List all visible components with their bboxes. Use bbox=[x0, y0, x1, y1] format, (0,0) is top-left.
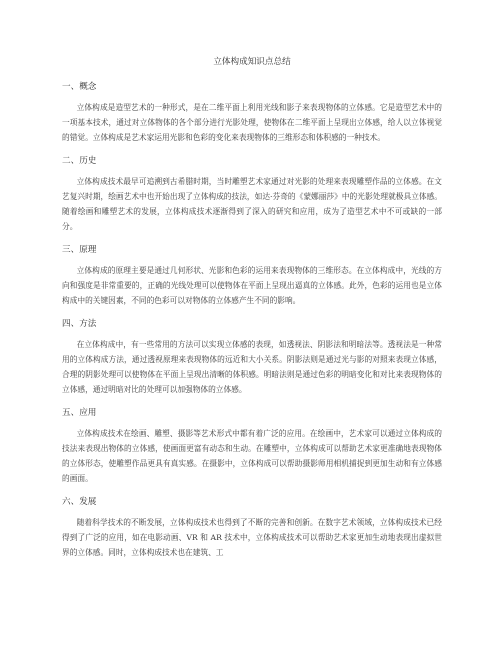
section-paragraph: 立体构成技术在绘画、雕塑、摄影等艺术形式中都有着广泛的应用。在绘画中，艺术家可以通过立体构成的技法来表现出物体的立体感，使画面更富有动态和生动。在雕塑中，立体构成可以帮助艺术家更准确地表现物体的立体形态，使雕塑作品更具有真实感。在摄影中，立体构成可以帮助摄影师用相机捕捉到更加生动和有立体感的画面。 bbox=[62, 429, 442, 483]
section-development bbox=[62, 496, 442, 560]
section-paragraph: 随着科学技术的不断发展，立体构成技术也得到了不断的完善和创新。在数字艺术领域，立体构成技术已经得到了广泛的应用，如在电影动画、VR 和 AR 技术中，立体构成技术可以帮助艺术家更加生动地表现出虚拟世界的立体感。同时，立体构成技术也在建筑、工 bbox=[62, 518, 442, 557]
section-heading: 一、概念 bbox=[62, 82, 97, 92]
section-paragraph: 立体构成的原理主要是通过几何形状、光影和色彩的运用来表现物体的三维形态。在立体构成中，光线的方向和强度是非常重要的，正确的光线处理可以使物体在平面上呈现出逼真的立体感。此外，色彩的运用也是立体构成中的关键因素，不同的色彩可以对物体的立体感产生不同的影响。 bbox=[62, 266, 442, 305]
section-applications bbox=[62, 407, 442, 486]
section-heading: 六、发展 bbox=[62, 497, 97, 507]
section-methods bbox=[62, 318, 442, 397]
section-paragraph: 立体构成是造型艺术的一种形式，是在二维平面上利用光线和影子来表现物体的立体感。它是造型艺术中的一项基本技术，通过对立体物体的各个部分进行光影处理，使物体在二维平面上呈现出立体感，给人以立体视觉的错觉。立体构成是艺术家运用光影和色彩的变化来表现物体的三维形态和体积感的一种技术。 bbox=[62, 103, 442, 142]
section-heading: 三、原理 bbox=[62, 245, 97, 255]
section-principle bbox=[62, 244, 442, 308]
section-history bbox=[62, 155, 442, 234]
section-paragraph: 立体构成技术最早可追溯到古希腊时期，当时雕塑艺术家通过对光影的处理来表现雕塑作品的立体感。在文艺复兴时期，绘画艺术中也开始出现了立体构成的技法，如达·芬奇的《蒙娜丽莎》中的光影处理就极具立体感。随着绘画和雕塑艺术的发展，立体构成技术逐渐得到了深入的研究和应用，成为了造型艺术中不可或缺的一部分。 bbox=[62, 177, 442, 231]
section-heading: 二、历史 bbox=[62, 156, 97, 166]
section-concept bbox=[62, 81, 442, 145]
section-heading: 五、应用 bbox=[62, 408, 97, 418]
document-title: 立体构成知识点总结 bbox=[213, 57, 291, 67]
section-heading: 四、方法 bbox=[62, 319, 97, 329]
section-paragraph: 在立体构成中，有一些常用的方法可以实现立体感的表现，如透视法、阴影法和明暗法等。透视法是一种常用的立体构成方法，通过透视原理来表现物体的远近和大小关系。阴影法则是通过光与影的对照来表现立体感，合理的阴影处理可以使物体在平面上呈现出清晰的体积感。明暗法则是通过色彩的明暗变化和对比来表现物体的立体感，通过明暗对比的处理可以加强物体的立体感。 bbox=[62, 340, 442, 394]
